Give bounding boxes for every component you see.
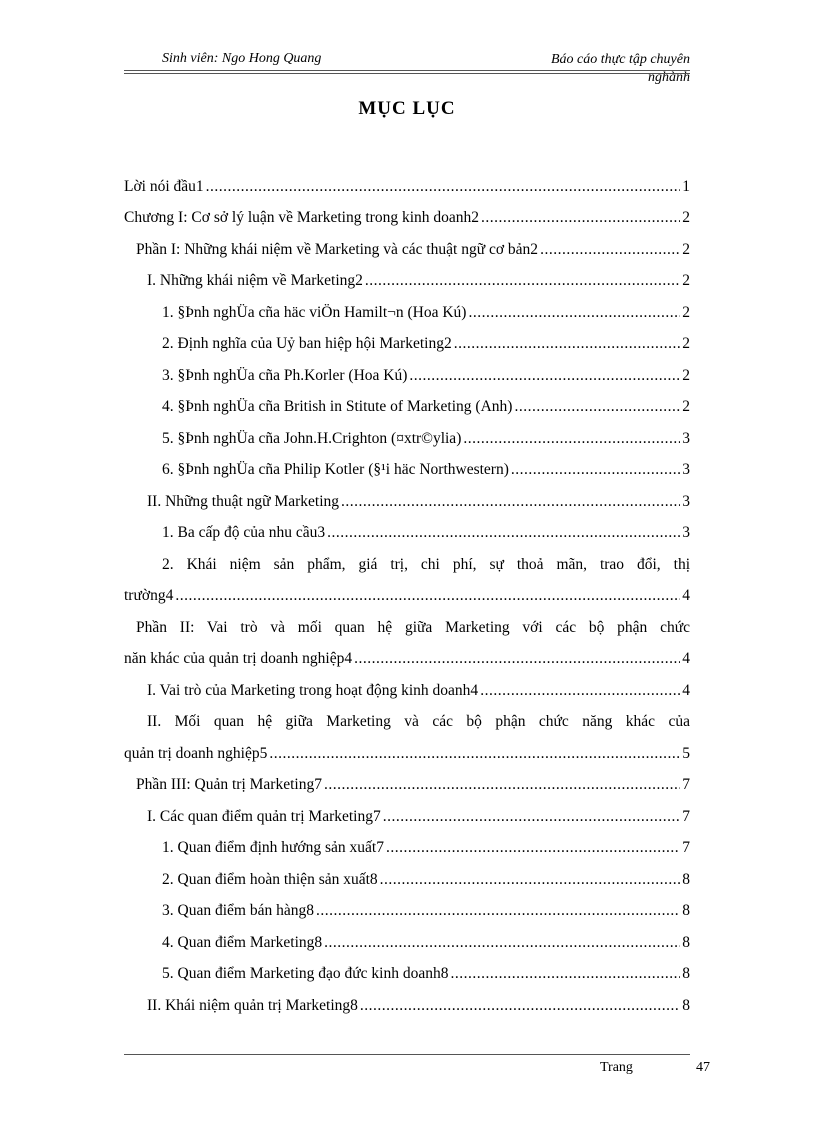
page-title: MỤC LỤC (358, 98, 456, 119)
toc-entry (124, 857, 690, 889)
toc-entry (124, 763, 690, 795)
footer-page-number: 47 (696, 1060, 710, 1075)
toc-entry (124, 164, 690, 196)
toc-page-number: 8 (682, 902, 690, 919)
toc-entry (124, 983, 690, 1015)
toc-entry-text: I. Các quan điểm quản trị Marketing7 (147, 807, 381, 825)
toc-page-number: 3 (682, 492, 690, 510)
toc-page-number: 5 (682, 744, 690, 762)
toc-entry (124, 479, 690, 511)
header-report-title (520, 51, 690, 87)
toc-page-number: 3 (682, 524, 690, 541)
toc-page-number: 4 (682, 650, 690, 667)
toc-leader-dots (206, 178, 681, 196)
toc-entry (124, 322, 690, 354)
toc-page-number: 7 (682, 807, 690, 825)
toc-page-number: 8 (682, 933, 690, 951)
toc-entry (124, 889, 690, 921)
toc-page-number: 8 (682, 870, 690, 888)
toc-entry-text: 1. §Þnh nghÜa cña häc viÖn Hamilt¬n (Hoa Kú) (162, 303, 467, 321)
toc-page-number: 2 (682, 335, 690, 352)
toc-entry (124, 385, 690, 417)
toc-entry (124, 700, 690, 763)
toc-entry-text: Chương I: Cơ sở lý luận về Marketing trong kinh doanh2 (124, 209, 480, 226)
toc-entry-text: Lời nói đầu1 (124, 177, 204, 195)
toc-entry-text: 2. Khái niệm sản phẩm, giá trị, chi phí, sự thoả mãn, trao đổi, thị (162, 555, 690, 573)
toc-entry-text: 5. Quan điểm Marketing đạo đức kinh doanh8 (162, 965, 449, 982)
toc-leader-dots (463, 430, 680, 448)
toc-page-number: 2 (682, 240, 690, 258)
toc-leader-dots (380, 871, 681, 889)
toc-entry (124, 920, 690, 952)
toc-leader-dots (540, 241, 680, 259)
toc-entry-text: 4. Quan điểm Marketing8 (162, 933, 323, 951)
toc-entry-text: I. Vai trò của Marketing trong hoạt động kinh doanh4 (147, 681, 479, 699)
toc-page-number: 2 (682, 209, 690, 226)
toc-leader-dots (514, 398, 680, 416)
toc-leader-dots (269, 745, 680, 763)
footer (600, 1060, 710, 1076)
toc-page-number: 2 (682, 303, 690, 321)
toc-leader-dots (354, 650, 680, 668)
toc-entry-text: 5. §Þnh nghÜa cña John.H.Crighton (¤xtr©ylia) (162, 429, 462, 447)
toc-leader-dots (365, 272, 680, 290)
toc-entry-text-cont: trường4 (124, 587, 174, 604)
toc-entry-text: 3. §Þnh nghÜa cña Ph.Korler (Hoa Kú) (162, 366, 408, 384)
toc-entry-text: II. Những thuật ngữ Marketing (147, 492, 340, 510)
toc-entry-text: 1. Quan điểm định hướng sản xuất7 (162, 839, 384, 856)
toc-page-number: 4 (682, 587, 690, 604)
toc-leader-dots (454, 335, 681, 353)
toc-leader-dots (316, 902, 680, 920)
toc-entry (124, 196, 690, 228)
toc-entry-text: 4. §Þnh nghÜa cña British in Stitute of Marketing (Anh) (162, 398, 513, 415)
toc-page-number: 7 (682, 776, 690, 793)
toc-leader-dots (327, 524, 680, 542)
toc-entry (124, 794, 690, 826)
toc-leader-dots (468, 304, 680, 322)
toc-entry (124, 227, 690, 259)
toc-entry (124, 668, 690, 700)
toc-leader-dots (324, 934, 680, 952)
header-student: Sinh viên: Ngo Hong Quang (162, 51, 322, 66)
toc-page-number: 2 (682, 272, 690, 289)
toc-entry (124, 542, 690, 605)
toc-entry-text: Phần III: Quản trị Marketing7 (136, 776, 322, 793)
toc-entry-text: II. Mối quan hệ giữa Marketing và các bộ phận chức năng khác của (147, 713, 690, 730)
toc-entry-text-cont: quản trị doanh nghiệp5 (124, 744, 268, 762)
toc-entry (124, 952, 690, 984)
toc-entry-text: Phần II: Vai trò và mối quan hệ giữa Marketing với các bộ phận chức (136, 618, 690, 636)
toc-entry (124, 511, 690, 543)
footer-label: Trang (600, 1060, 633, 1075)
toc-page-number: 3 (682, 429, 690, 447)
toc-entry (124, 416, 690, 448)
toc-entry-text: 2. Quan điểm hoàn thiện sản xuất8 (162, 870, 378, 888)
toc-entry (124, 448, 690, 480)
toc-page-number: 8 (682, 965, 690, 982)
toc-entry-text: 1. Ba cấp độ của nhu cầu3 (162, 524, 326, 541)
toc-page-number: 1 (682, 177, 690, 195)
toc-page-number: 8 (682, 996, 690, 1014)
toc-leader-dots (450, 965, 680, 983)
toc-entry (124, 826, 690, 858)
toc-page-number: 4 (682, 681, 690, 699)
header-rule-inner (124, 73, 690, 74)
toc-entry-text-cont: năn khác của quản trị doanh nghiệp4 (124, 650, 353, 667)
toc-entry-text: 3. Quan điểm bán hàng8 (162, 902, 314, 919)
table-of-contents (124, 164, 690, 1015)
toc-entry-text: Phần I: Những khái niệm về Marketing và các thuật ngữ cơ bản2 (136, 240, 539, 258)
toc-entry (124, 259, 690, 291)
toc-leader-dots (324, 776, 680, 794)
toc-leader-dots (480, 682, 680, 700)
toc-leader-dots (383, 808, 681, 826)
toc-leader-dots (511, 461, 680, 479)
toc-page-number: 7 (682, 839, 690, 856)
toc-entry (124, 353, 690, 385)
toc-entry (124, 290, 690, 322)
toc-leader-dots (341, 493, 680, 511)
header-report-line1: Báo cáo thực tập chuyên (550, 52, 690, 67)
toc-entry-text: 6. §Þnh nghÜa cña Philip Kotler (§¹i häc Northwestern) (162, 461, 509, 478)
toc-entry-text: I. Những khái niệm về Marketing2 (147, 272, 363, 289)
toc-page-number: 3 (682, 461, 690, 478)
header-report-line2: nghành (648, 70, 690, 85)
toc-leader-dots (481, 209, 680, 227)
toc-leader-dots (175, 587, 680, 605)
footer-rule (124, 1054, 690, 1055)
toc-leader-dots (360, 997, 680, 1015)
header-rule (124, 70, 690, 71)
toc-page-number: 2 (682, 398, 690, 415)
toc-leader-dots (386, 839, 680, 857)
toc-leader-dots (409, 367, 680, 385)
toc-page-number: 2 (682, 366, 690, 384)
toc-entry-text: 2. Định nghĩa của Uỷ ban hiệp hội Marketing2 (162, 335, 452, 352)
toc-entry-text: II. Khái niệm quản trị Marketing8 (147, 996, 358, 1014)
toc-entry (124, 605, 690, 668)
